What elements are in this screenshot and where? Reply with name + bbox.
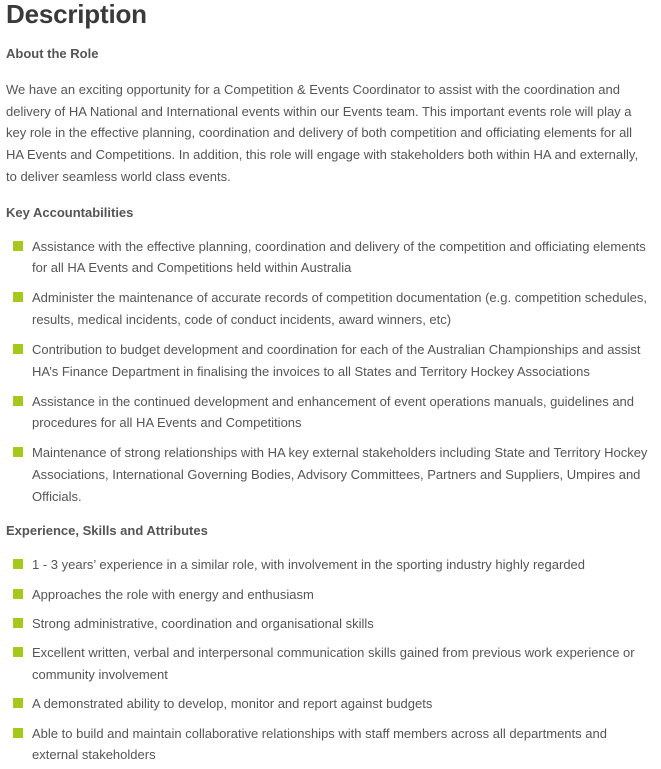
key-accountabilities-list (6, 236, 649, 508)
list-item (6, 693, 649, 715)
list-item-text: Approaches the role with energy and enthusiasm (32, 586, 314, 602)
square-bullet-icon (13, 241, 23, 251)
list-item (6, 236, 649, 279)
square-bullet-icon (13, 396, 23, 406)
square-bullet-icon (13, 589, 23, 599)
square-bullet-icon (13, 292, 23, 302)
list-item (6, 723, 649, 766)
list-item-text: Strong administrative, coordination and organisational skills (32, 616, 374, 632)
list-item-text: A demonstrated ability to develop, monitor and report against budgets (32, 696, 433, 712)
key-accountabilities-heading: Key Accountabilities (6, 204, 134, 220)
list-item-text: Administer the maintenance of accurate records of competition documentation (e.g. competition schedules, results, medical incidents, code of conduct incidents, award winners, etc) (32, 290, 647, 327)
list-item (6, 442, 649, 507)
square-bullet-icon (13, 698, 23, 708)
list-item-text: Maintenance of strong relationships with HA key external stakeholders including State and Territory Hockey Associations, International Governing Bodies, Advisory Committees, Partners and Suppliers, Umpires and Officials. (32, 445, 648, 504)
experience-skills-heading: Experience, Skills and Attributes (6, 523, 208, 539)
list-item-text: Contribution to budget development and coordination for each of the Australian Championships and assist HA’s Finance Department in finalising the invoices to all States and Territory Hockey Associations (32, 341, 641, 379)
list-item (6, 391, 649, 434)
list-item-text: Assistance in the continued development and enhancement of event operations manuals, guidelines and procedures for all HA Events and Competitions (32, 393, 635, 431)
about-role-heading: About the Role (6, 46, 99, 61)
experience-skills-list (6, 554, 649, 766)
list-item (6, 287, 649, 330)
square-bullet-icon (13, 618, 23, 628)
list-item (6, 613, 649, 635)
list-item-text: Excellent written, verbal and interpersonal communication skills gained from previous work experience or community involvement (32, 645, 635, 683)
list-item (6, 339, 649, 382)
about-role-paragraph: We have an exciting opportunity for a Competition & Events Coordinator to assist with the coordination and delivery of HA National and International events within our Events team. This important events role will play a key role in the effective planning, coordination and delivery of both competition and officiating elements for all HA Events and Competitions. In addition, this role will engage with stakeholders both within HA and externally, to deliver seamless world class events. (6, 82, 639, 184)
square-bullet-icon (13, 647, 23, 657)
page-title: Description (6, 0, 147, 29)
square-bullet-icon (13, 447, 23, 457)
list-item-text: Able to build and maintain collaborative relationships with staff members across all departments and external stakeholders (32, 725, 607, 763)
list-item-text: Assistance with the effective planning, coordination and delivery of the competition and officiating elements for all HA Events and Competitions held within Australia (32, 238, 646, 276)
list-item (6, 584, 649, 606)
square-bullet-icon (13, 728, 23, 738)
list-item (6, 554, 649, 576)
list-item-text: 1 - 3 years’ experience in a similar role, with involvement in the sporting industry highly regarded (32, 557, 586, 573)
square-bullet-icon (13, 559, 23, 569)
list-item (6, 642, 649, 685)
square-bullet-icon (13, 344, 23, 354)
